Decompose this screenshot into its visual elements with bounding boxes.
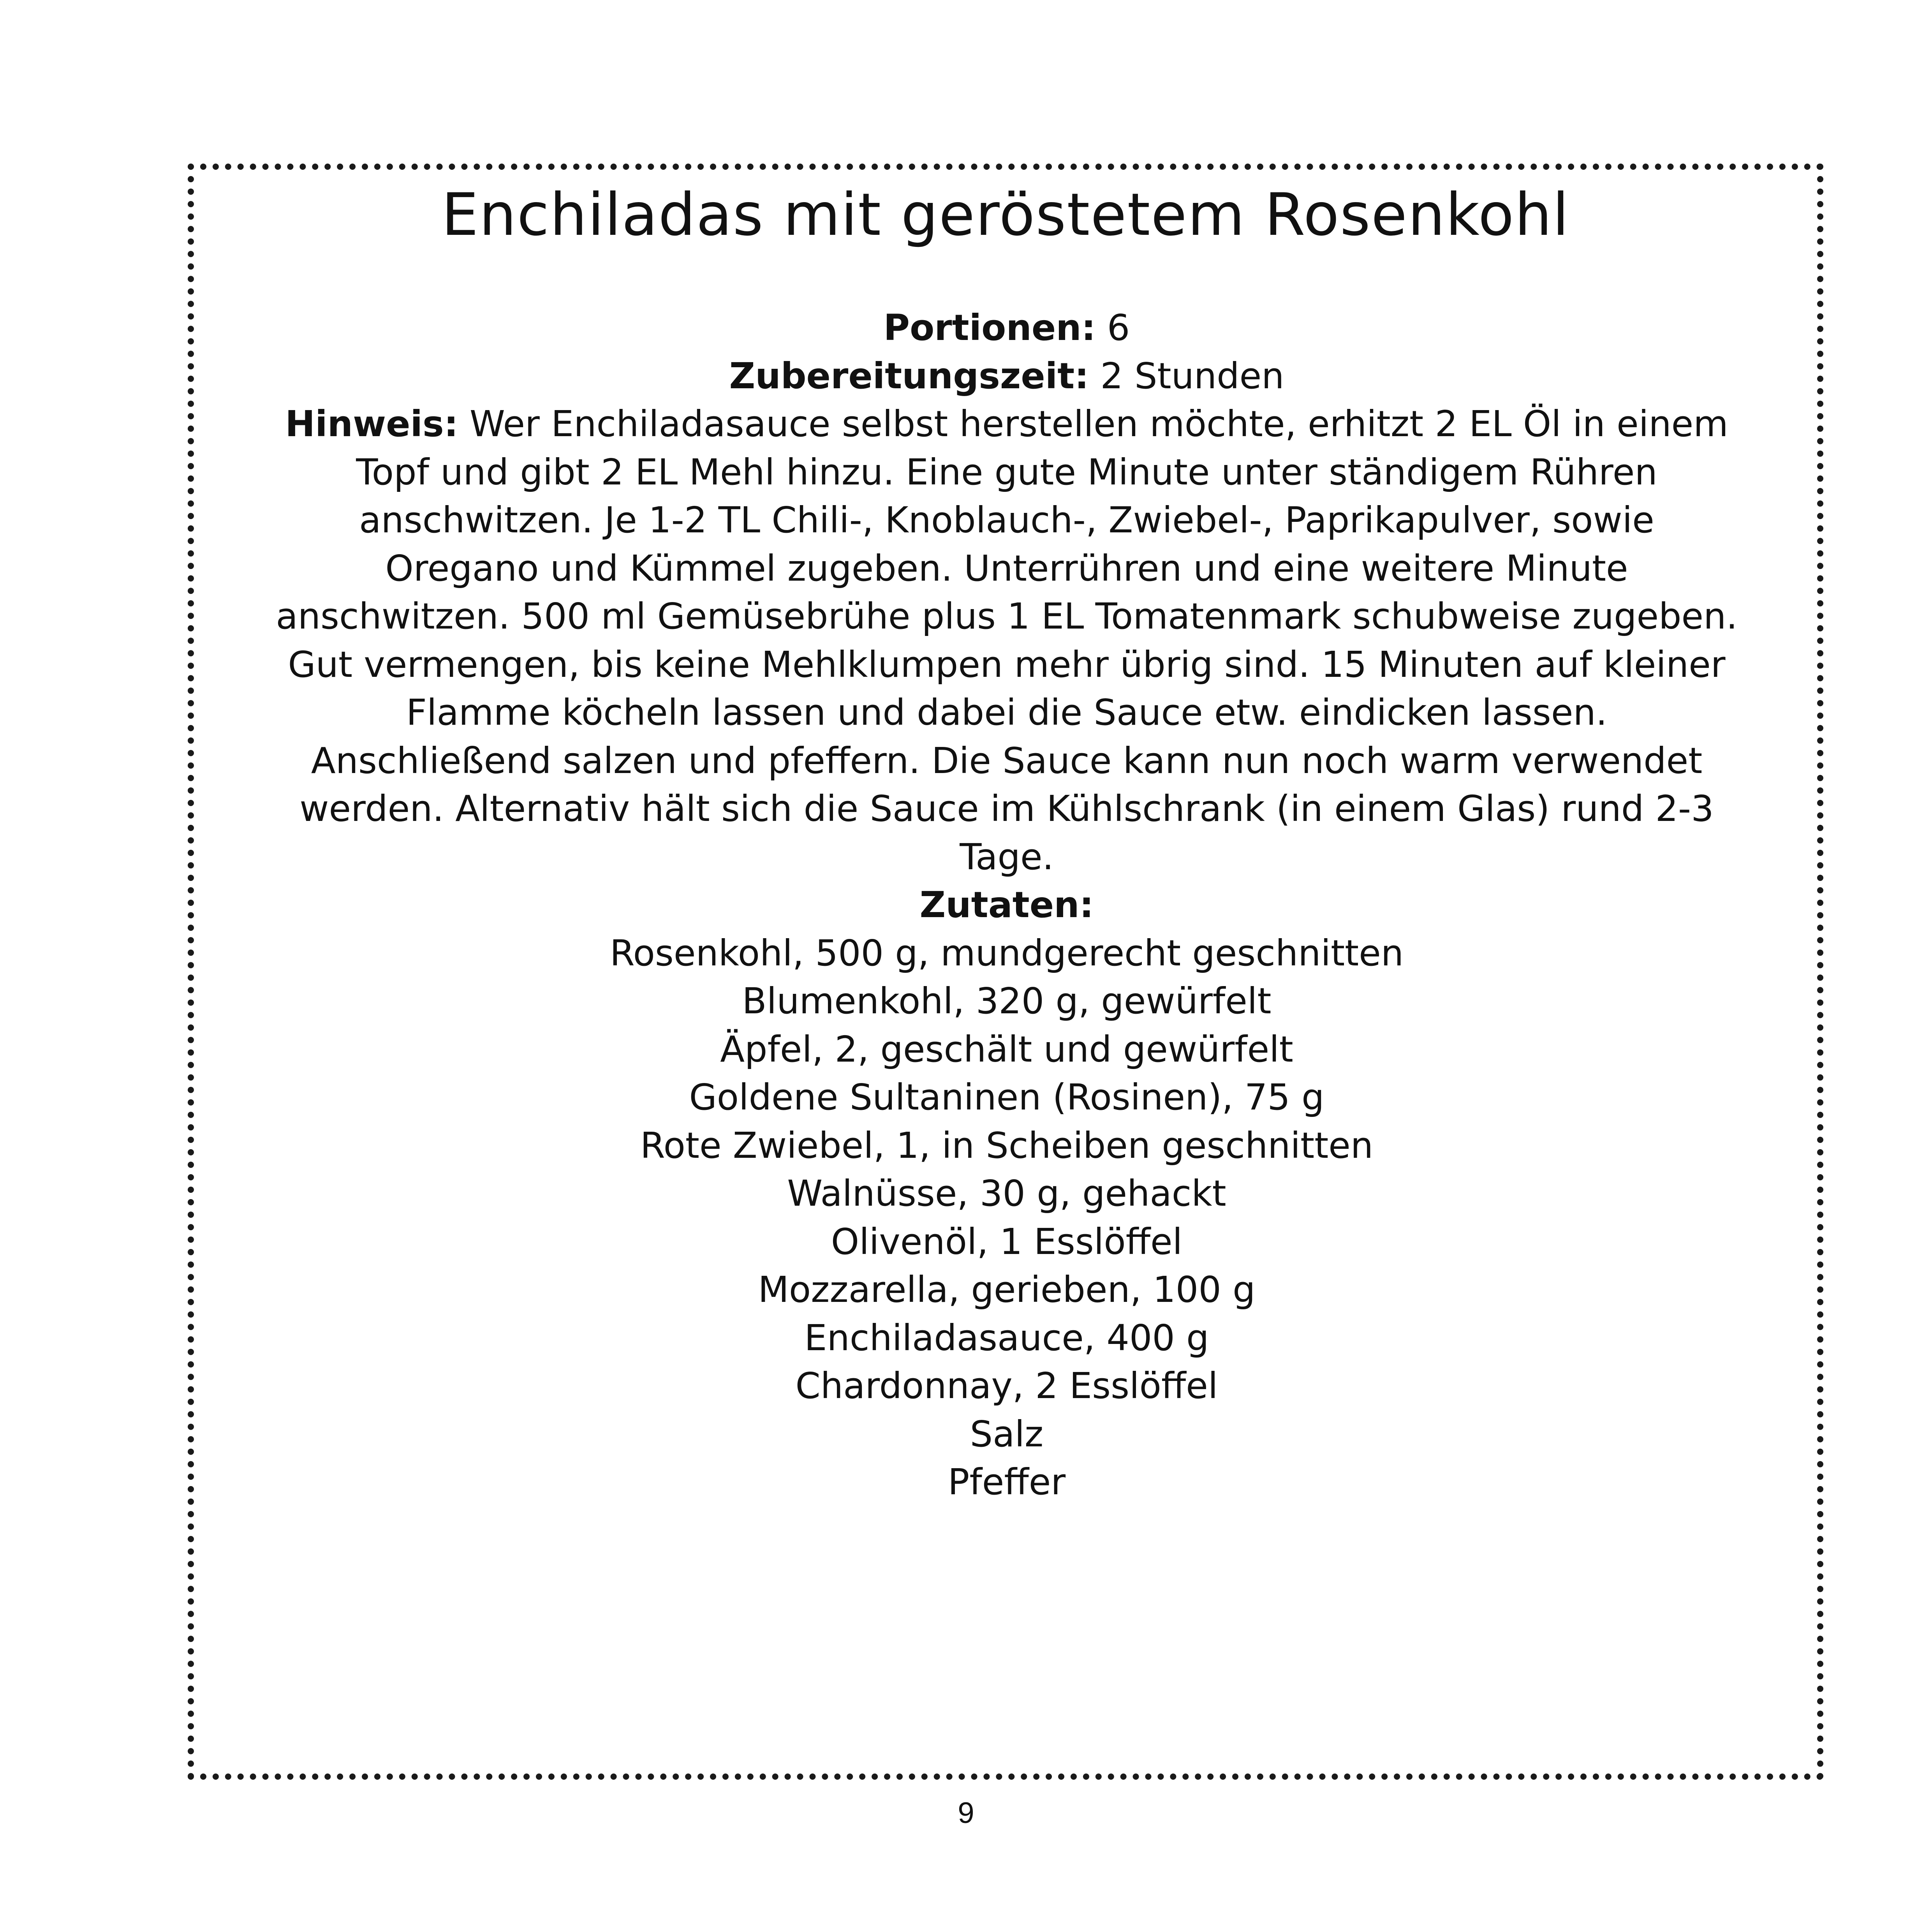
ingredient-item: Blumenkohl, 320 g, gewürfelt <box>742 980 1272 1022</box>
prep-time-line <box>210 352 1803 400</box>
note-line <box>210 400 1803 448</box>
prep-time-value: 2 Stunden <box>1100 355 1284 397</box>
ingredient-item: Mozzarella, gerieben, 100 g <box>758 1269 1256 1310</box>
ingredient-item: Rote Zwiebel, 1, in Scheiben geschnitten <box>640 1124 1374 1166</box>
servings-line <box>210 304 1803 352</box>
servings-label: Portionen: <box>883 307 1096 349</box>
ingredient-item: Salz <box>970 1413 1044 1455</box>
ingredient-item: Olivenöl, 1 Esslöffel <box>831 1220 1183 1263</box>
recipe-title: Enchiladas mit geröstetem Rosenkohl <box>441 181 1570 249</box>
note-text-line: Oregano und Kümmel zugeben. Unterrühren und eine weitere Minute <box>385 547 1628 589</box>
note-label: Hinweis: <box>285 403 458 445</box>
ingredient-item: Pfeffer <box>948 1461 1066 1503</box>
note-text-line: Gut vermengen, bis keine Mehlklumpen mehr übrig sind. 15 Minuten auf kleiner <box>288 643 1726 685</box>
prep-time-label: Zubereitungszeit: <box>729 355 1089 397</box>
ingredient-item: Enchiladasauce, 400 g <box>804 1317 1209 1359</box>
ingredients-list <box>210 929 1803 1506</box>
ingredient-item: Rosenkohl, 500 g, mundgerecht geschnitten <box>609 932 1404 974</box>
note-text-line: anschwitzen. 500 ml Gemüsebrühe plus 1 EL Tomatenmark schubweise zugeben. <box>276 595 1738 637</box>
ingredient-item: Chardonnay, 2 Esslöffel <box>795 1365 1218 1407</box>
note-text-line: Wer Enchiladasauce selbst herstellen möchte, erhitzt 2 EL Öl in einem <box>469 403 1728 445</box>
ingredients-heading: Zutaten: <box>919 884 1094 926</box>
note-text-line: Tage. <box>960 836 1054 878</box>
note-text-line: Anschließend salzen und pfeffern. Die Sauce kann nun noch warm verwendet <box>311 740 1703 782</box>
page-number: 9 <box>958 1796 974 1830</box>
servings-value: 6 <box>1107 307 1130 349</box>
note-text-line: Flamme köcheln lassen und dabei die Sauce etw. eindicken lassen. <box>406 692 1608 733</box>
note-text-line: anschwitzen. Je 1-2 TL Chili-, Knoblauch-, Zwiebel-, Paprikapulver, sowie <box>359 499 1654 541</box>
ingredient-item: Äpfel, 2, geschält und gewürfelt <box>720 1028 1293 1070</box>
recipe-content <box>210 304 1803 1506</box>
ingredient-item: Goldene Sultaninen (Rosinen), 75 g <box>689 1076 1324 1118</box>
note-text-line: werden. Alternativ hält sich die Sauce im Kühlschrank (in einem Glas) rund 2-3 <box>299 788 1714 830</box>
note-text-line: Topf und gibt 2 EL Mehl hinzu. Eine gute Minute unter ständigem Rühren <box>356 451 1657 493</box>
ingredient-item: Walnüsse, 30 g, gehackt <box>787 1173 1226 1214</box>
